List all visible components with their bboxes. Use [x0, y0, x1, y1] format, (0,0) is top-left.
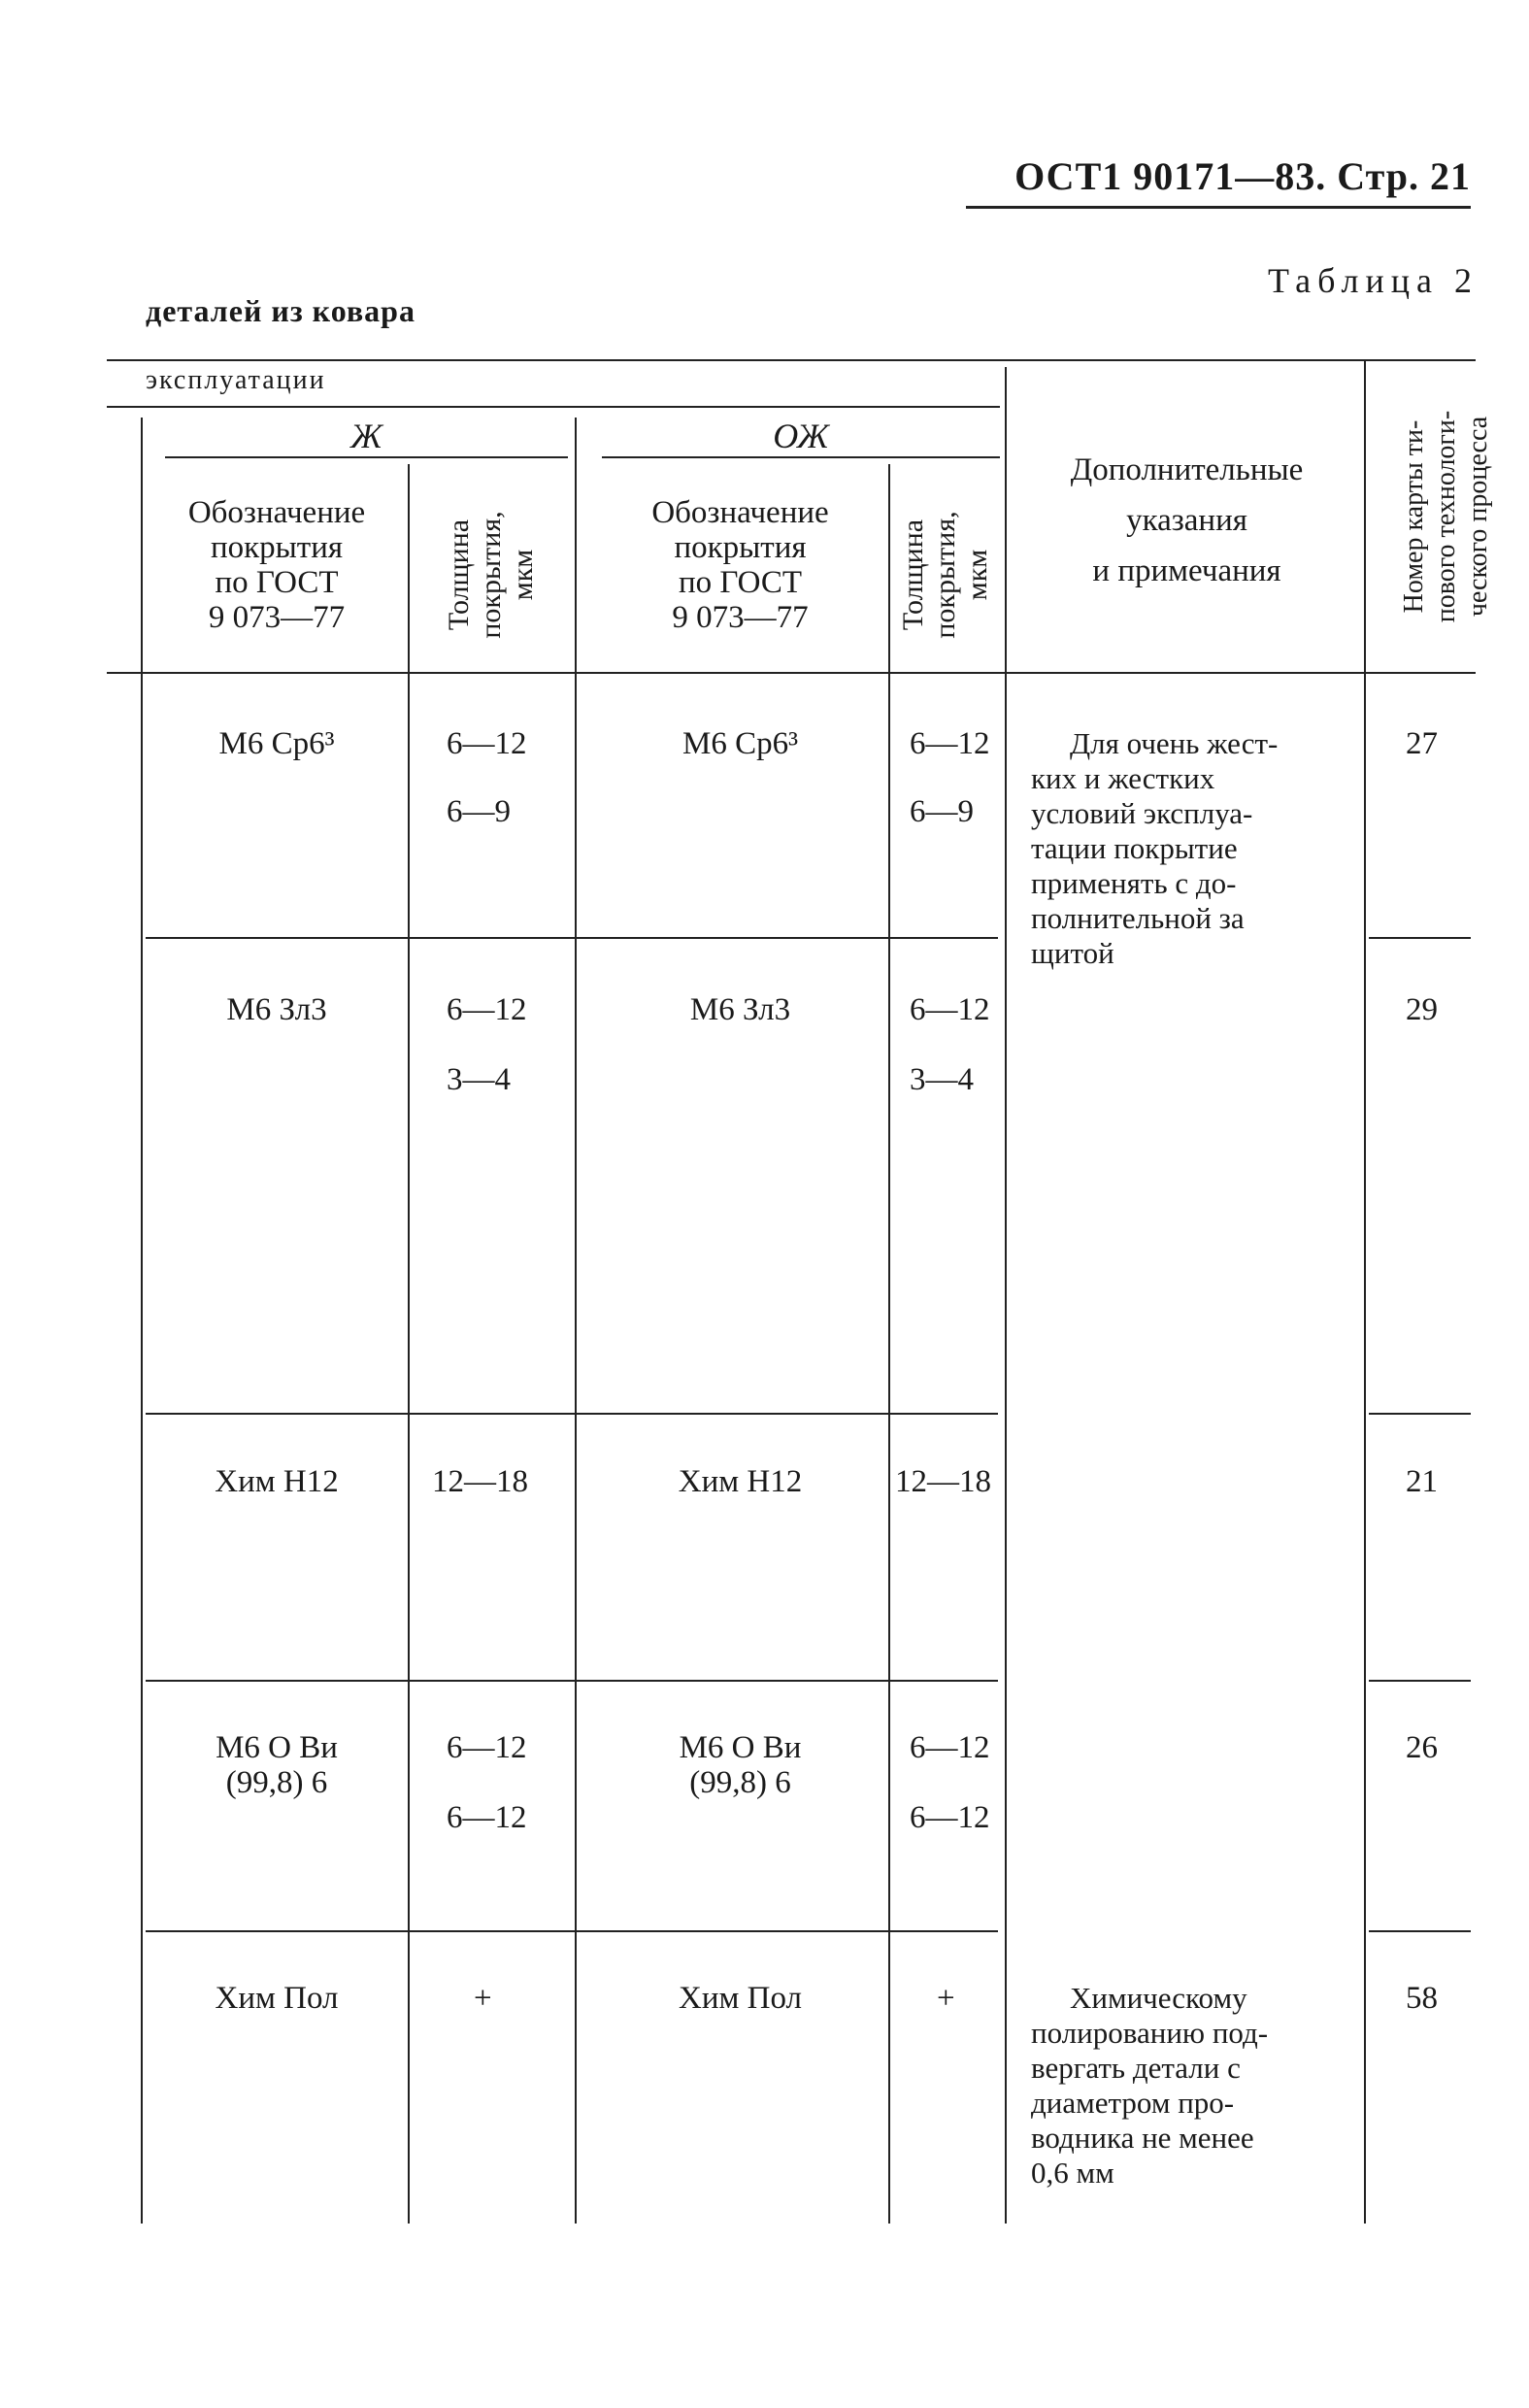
header-line: 9 073—77 — [208, 600, 346, 635]
zh-thickness: 12—18 — [432, 1464, 528, 1499]
row-rule — [1369, 1680, 1471, 1682]
note-line: ких и жестких — [1031, 761, 1215, 795]
note-line: вергать детали с — [1031, 2051, 1241, 2085]
additional-note — [1031, 726, 1340, 971]
zh-thickness: 6—12 — [447, 1730, 527, 1765]
cell-line: Хим Н12 — [215, 1464, 339, 1499]
cell-line: М6 О Ви — [216, 1730, 338, 1765]
zh-thickness: + — [474, 1981, 492, 2016]
zh-thickness-header — [443, 458, 544, 691]
col-divider-map — [1364, 359, 1366, 2224]
map-number: 29 — [1406, 992, 1438, 1027]
header-line: пового технологи- — [1431, 410, 1461, 623]
col-divider-ozh — [575, 418, 577, 2224]
map-number: 26 — [1406, 1730, 1438, 1765]
note-line: полнительной за — [1031, 901, 1245, 935]
document-reference: ОСТ1 90171—83. Стр. 21 — [1014, 154, 1471, 198]
map-number: 58 — [1406, 1981, 1438, 2016]
cell-line: М6 Зл3 — [689, 992, 791, 1027]
header-line: Обозначение — [651, 495, 829, 530]
zh-designation — [146, 1981, 408, 2016]
row-rule — [1369, 1413, 1471, 1415]
note-line: диаметром про- — [1031, 2086, 1235, 2120]
ozh-designation — [602, 1730, 879, 1800]
row-rule — [1369, 1930, 1471, 1932]
ozh-thickness-header — [897, 458, 998, 691]
ozh-designation — [602, 992, 879, 1027]
note-line: тации покрытие — [1031, 831, 1238, 865]
note-line: полированию под- — [1031, 2016, 1269, 2050]
table-label: Таблица 2 — [1268, 261, 1479, 300]
header-line: Обозначение — [187, 495, 366, 530]
row-rule — [146, 1680, 998, 1682]
map-number: 27 — [1406, 726, 1438, 761]
ozh-thickness: 6—12 — [910, 726, 990, 761]
zh-thickness: 6—12 — [447, 726, 527, 761]
ozh-column-header: ОЖ — [773, 417, 829, 455]
zh-thickness: 6—9 — [447, 794, 511, 829]
header-line: Номер карты ти- — [1399, 419, 1429, 614]
zh-designation — [146, 992, 408, 1027]
col-divider-zh-thickness — [408, 464, 410, 2224]
ozh-thickness: 6—9 — [910, 794, 974, 829]
zh-thickness: 6—12 — [447, 1800, 527, 1835]
zh-thickness: 3—4 — [447, 1062, 511, 1097]
cell-line: М6 Ср6³ — [218, 726, 335, 761]
ozh-designation — [602, 726, 879, 761]
cell-line: Хим Пол — [679, 1981, 802, 2016]
header-line: по ГОСТ — [215, 565, 339, 600]
header-line: по ГОСТ — [678, 565, 803, 600]
header-line: Толщина — [443, 518, 475, 631]
ozh-thickness: 6—12 — [910, 1730, 990, 1765]
note-line: 0,6 мм — [1031, 2156, 1114, 2190]
cell-line: М6 Зл3 — [226, 992, 327, 1027]
group-header-rule — [107, 406, 1000, 408]
map-number: 21 — [1406, 1464, 1438, 1499]
header-line: указания — [1126, 503, 1247, 538]
header-line: мкм — [961, 549, 993, 601]
header-line: мкм — [507, 549, 539, 601]
row-rule — [146, 1413, 998, 1415]
header-rule — [966, 206, 1471, 209]
ozh-designation — [602, 1981, 879, 2016]
cell-line: М6 Ср6³ — [682, 726, 798, 761]
zh-designation — [146, 1730, 408, 1800]
ozh-designation — [602, 1464, 879, 1499]
ozh-thickness: 12—18 — [895, 1464, 991, 1499]
col-divider-notes — [1005, 367, 1007, 2224]
cell-line: Хим Пол — [215, 1981, 339, 2016]
operation-group-header: эксплуатации — [146, 365, 326, 395]
header-bottom-rule — [107, 672, 1476, 674]
zh-column-header: Ж — [350, 417, 382, 455]
row-rule — [146, 1930, 998, 1932]
note-line: щитой — [1031, 936, 1114, 970]
note-line: условий эксплуа- — [1031, 796, 1253, 830]
header-line: Дополнительные — [1070, 452, 1304, 487]
ozh-thickness: 3—4 — [910, 1062, 974, 1097]
note-line: Для очень жест- — [1070, 726, 1279, 760]
note-line: водника не менее — [1031, 2121, 1254, 2155]
col-divider-ozh-thickness — [888, 464, 890, 2224]
ozh-thickness: 6—12 — [910, 1800, 990, 1835]
cell-line: М6 О Ви — [679, 1730, 802, 1765]
row-rule — [1369, 937, 1471, 939]
ozh-thickness: 6—12 — [910, 992, 990, 1027]
row-rule — [146, 937, 998, 939]
note-line: применять с до- — [1031, 866, 1237, 900]
header-line: покрытия, — [929, 511, 961, 639]
table-caption: деталей из ковара — [146, 293, 415, 328]
cell-line: Хим Н12 — [678, 1464, 803, 1499]
header-line: 9 073—77 — [672, 600, 809, 635]
cell-line: (99,8) 6 — [225, 1765, 328, 1800]
notes-header — [1014, 445, 1359, 596]
ozh-thickness: + — [937, 1981, 955, 2016]
header-line: покрытия, — [475, 511, 507, 639]
zh-thickness: 6—12 — [447, 992, 527, 1027]
zh-designation-header — [146, 495, 408, 635]
note-line: Химическому — [1070, 1981, 1247, 2015]
additional-note — [1031, 1981, 1340, 2191]
zh-designation — [146, 726, 408, 761]
header-line: покрытия — [210, 530, 344, 565]
col-divider-left — [141, 418, 143, 2224]
zh-designation — [146, 1464, 408, 1499]
map-number-header — [1398, 371, 1499, 662]
header-line: ческого процесса — [1463, 416, 1493, 618]
header-line: покрытия — [674, 530, 807, 565]
table-top-rule — [107, 359, 1476, 361]
ozh-designation-header — [602, 495, 879, 635]
header-line: и примечания — [1092, 553, 1281, 588]
header-line: Толщина — [897, 518, 929, 631]
cell-line: (99,8) 6 — [689, 1765, 791, 1800]
